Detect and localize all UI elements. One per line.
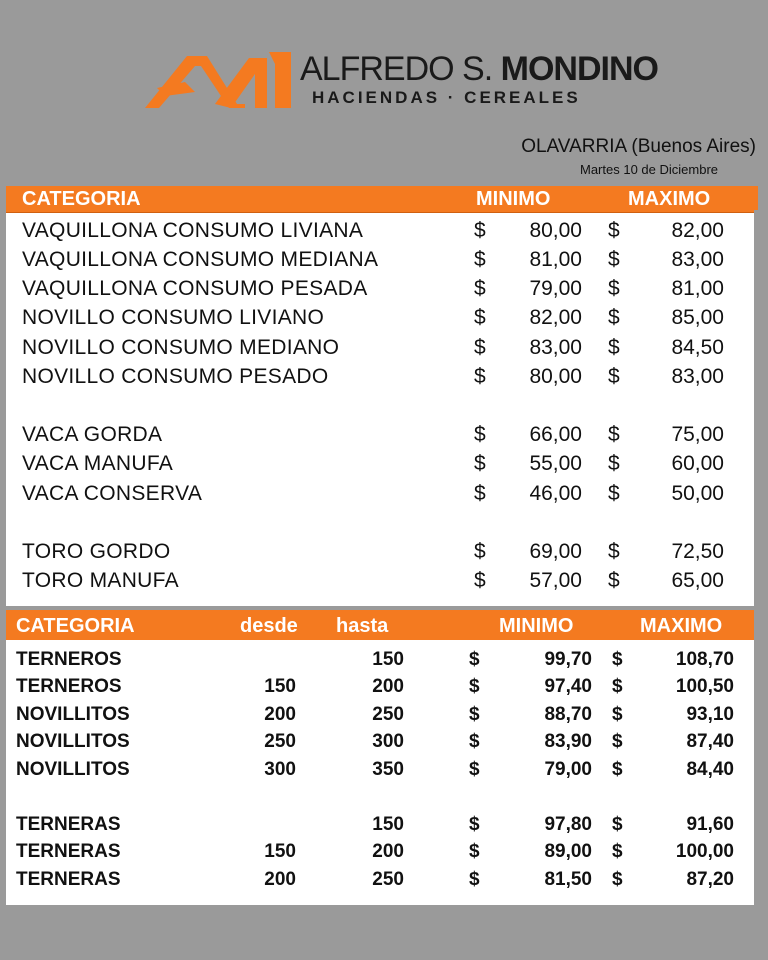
header-minimo: MINIMO — [499, 615, 574, 637]
currency-symbol: $ — [474, 482, 486, 505]
weight-to: 150 — [372, 814, 404, 835]
min-price: 79,00 — [529, 277, 582, 300]
currency-symbol: $ — [612, 704, 623, 725]
table-row — [6, 334, 754, 363]
weight-from: 150 — [264, 676, 296, 697]
currency-symbol: $ — [469, 731, 480, 752]
currency-symbol: $ — [474, 365, 486, 388]
min-price: 69,00 — [529, 540, 582, 563]
min-price: 46,00 — [529, 482, 582, 505]
min-price: 80,00 — [529, 219, 582, 242]
weight-from: 300 — [264, 759, 296, 780]
category-name: VAQUILLONA CONSUMO MEDIANA — [22, 248, 379, 271]
company-logo-icon — [145, 48, 295, 110]
table-row — [6, 867, 754, 894]
min-price: 99,70 — [544, 649, 592, 670]
min-price: 82,00 — [529, 306, 582, 329]
table-row — [6, 363, 754, 392]
header-maximo: MAXIMO — [640, 615, 723, 637]
consumption-price-table — [6, 186, 754, 606]
header-minimo: MINIMO — [476, 188, 551, 210]
currency-symbol: $ — [608, 423, 620, 446]
category-name: TERNEROS — [16, 676, 122, 697]
table-row — [6, 702, 754, 729]
max-price: 100,00 — [675, 841, 734, 862]
table-row — [6, 567, 754, 596]
category-name: NOVILLITOS — [16, 731, 130, 752]
max-price: 85,00 — [671, 306, 724, 329]
currency-symbol: $ — [608, 219, 620, 242]
category-name: NOVILLO CONSUMO LIVIANO — [22, 306, 325, 329]
currency-symbol: $ — [469, 759, 480, 780]
max-price: 60,00 — [671, 452, 724, 475]
currency-symbol: $ — [469, 869, 480, 890]
table-row — [6, 275, 754, 304]
table-row — [6, 812, 754, 839]
currency-symbol: $ — [608, 365, 620, 388]
min-price: 79,00 — [544, 759, 592, 780]
currency-symbol: $ — [474, 452, 486, 475]
header-desde: desde — [240, 615, 298, 637]
max-price: 108,70 — [675, 649, 734, 670]
currency-symbol: $ — [612, 731, 623, 752]
currency-symbol: $ — [469, 676, 480, 697]
category-name: VACA MANUFA — [22, 452, 174, 475]
currency-symbol: $ — [612, 759, 623, 780]
weight-to: 300 — [372, 731, 404, 752]
min-price: 81,00 — [529, 248, 582, 271]
table-row — [6, 217, 754, 246]
currency-symbol: $ — [608, 540, 620, 563]
table-row — [6, 729, 754, 756]
table-row — [6, 450, 754, 479]
header-hasta: hasta — [336, 615, 389, 637]
category-name: TERNERAS — [16, 841, 121, 862]
max-price: 87,20 — [686, 869, 734, 890]
max-price: 87,40 — [686, 731, 734, 752]
max-price: 100,50 — [675, 676, 734, 697]
min-price: 97,40 — [544, 676, 592, 697]
category-name: NOVILLO CONSUMO MEDIANO — [22, 336, 340, 359]
table-row — [6, 647, 754, 674]
min-price: 83,00 — [529, 336, 582, 359]
category-name: VACA CONSERVA — [22, 482, 203, 505]
currency-symbol: $ — [612, 676, 623, 697]
currency-symbol: $ — [469, 814, 480, 835]
currency-symbol: $ — [608, 277, 620, 300]
min-price: 89,00 — [544, 841, 592, 862]
table-row — [6, 757, 754, 784]
brand-tagline: HACIENDAS · CEREALES — [312, 88, 581, 107]
category-name: NOVILLITOS — [16, 704, 130, 725]
currency-symbol: $ — [608, 336, 620, 359]
max-price: 84,50 — [671, 336, 724, 359]
max-price: 93,10 — [686, 704, 734, 725]
currency-symbol: $ — [474, 423, 486, 446]
max-price: 83,00 — [671, 248, 724, 271]
max-price: 72,50 — [671, 540, 724, 563]
max-price: 82,00 — [671, 219, 724, 242]
weight-to: 200 — [372, 676, 404, 697]
min-price: 83,90 — [544, 731, 592, 752]
min-price: 66,00 — [529, 423, 582, 446]
brand-name — [300, 50, 658, 88]
weight-from: 200 — [264, 704, 296, 725]
currency-symbol: $ — [612, 841, 623, 862]
brand-name-last: MONDINO — [500, 50, 658, 88]
weight-to: 250 — [372, 704, 404, 725]
category-name: NOVILLITOS — [16, 759, 130, 780]
category-name: TORO GORDO — [22, 540, 171, 563]
category-name: VAQUILLONA CONSUMO LIVIANA — [22, 219, 364, 242]
currency-symbol: $ — [469, 649, 480, 670]
max-price: 50,00 — [671, 482, 724, 505]
category-name: TERNEROS — [16, 649, 122, 670]
min-price: 80,00 — [529, 365, 582, 388]
currency-symbol: $ — [474, 569, 486, 592]
category-name: TORO MANUFA — [22, 569, 179, 592]
currency-symbol: $ — [608, 569, 620, 592]
table1-header — [6, 186, 754, 213]
currency-symbol: $ — [608, 452, 620, 475]
table-row — [6, 246, 754, 275]
currency-symbol: $ — [469, 841, 480, 862]
currency-symbol: $ — [474, 306, 486, 329]
max-price: 65,00 — [671, 569, 724, 592]
currency-symbol: $ — [474, 248, 486, 271]
category-name: VACA GORDA — [22, 423, 163, 446]
currency-symbol: $ — [612, 869, 623, 890]
currency-symbol: $ — [474, 219, 486, 242]
weight-to: 150 — [372, 649, 404, 670]
min-price: 55,00 — [529, 452, 582, 475]
category-name: TERNERAS — [16, 814, 121, 835]
table-row — [6, 304, 754, 333]
table-row — [6, 839, 754, 866]
table2-header — [6, 610, 754, 640]
header — [0, 0, 768, 190]
min-price: 57,00 — [529, 569, 582, 592]
brand-name-first: ALFREDO S. — [300, 50, 493, 88]
currency-symbol: $ — [474, 277, 486, 300]
currency-symbol: $ — [608, 306, 620, 329]
table-row — [6, 480, 754, 509]
table-row — [6, 674, 754, 701]
table-row — [6, 421, 754, 450]
weight-to: 250 — [372, 869, 404, 890]
weight-from: 250 — [264, 731, 296, 752]
weight-price-table — [6, 610, 754, 905]
min-price: 81,50 — [544, 869, 592, 890]
currency-symbol: $ — [612, 649, 623, 670]
currency-symbol: $ — [608, 482, 620, 505]
max-price: 81,00 — [671, 277, 724, 300]
min-price: 97,80 — [544, 814, 592, 835]
category-name: VAQUILLONA CONSUMO PESADA — [22, 277, 368, 300]
location-label: OLAVARRIA (Buenos Aires) — [521, 136, 756, 157]
currency-symbol: $ — [612, 814, 623, 835]
header-categoria: CATEGORIA — [16, 615, 135, 637]
category-name: TERNERAS — [16, 869, 121, 890]
currency-symbol: $ — [474, 336, 486, 359]
currency-symbol: $ — [474, 540, 486, 563]
weight-to: 350 — [372, 759, 404, 780]
weight-from: 150 — [264, 841, 296, 862]
max-price: 91,60 — [686, 814, 734, 835]
min-price: 88,70 — [544, 704, 592, 725]
table-row — [6, 538, 754, 567]
currency-symbol: $ — [469, 704, 480, 725]
header-maximo: MAXIMO — [628, 188, 711, 210]
weight-from: 200 — [264, 869, 296, 890]
weight-to: 200 — [372, 841, 404, 862]
header-categoria: CATEGORIA — [22, 188, 141, 210]
max-price: 84,40 — [686, 759, 734, 780]
category-name: NOVILLO CONSUMO PESADO — [22, 365, 329, 388]
date-label: Martes 10 de Diciembre — [580, 162, 718, 177]
currency-symbol: $ — [608, 248, 620, 271]
max-price: 83,00 — [671, 365, 724, 388]
max-price: 75,00 — [671, 423, 724, 446]
